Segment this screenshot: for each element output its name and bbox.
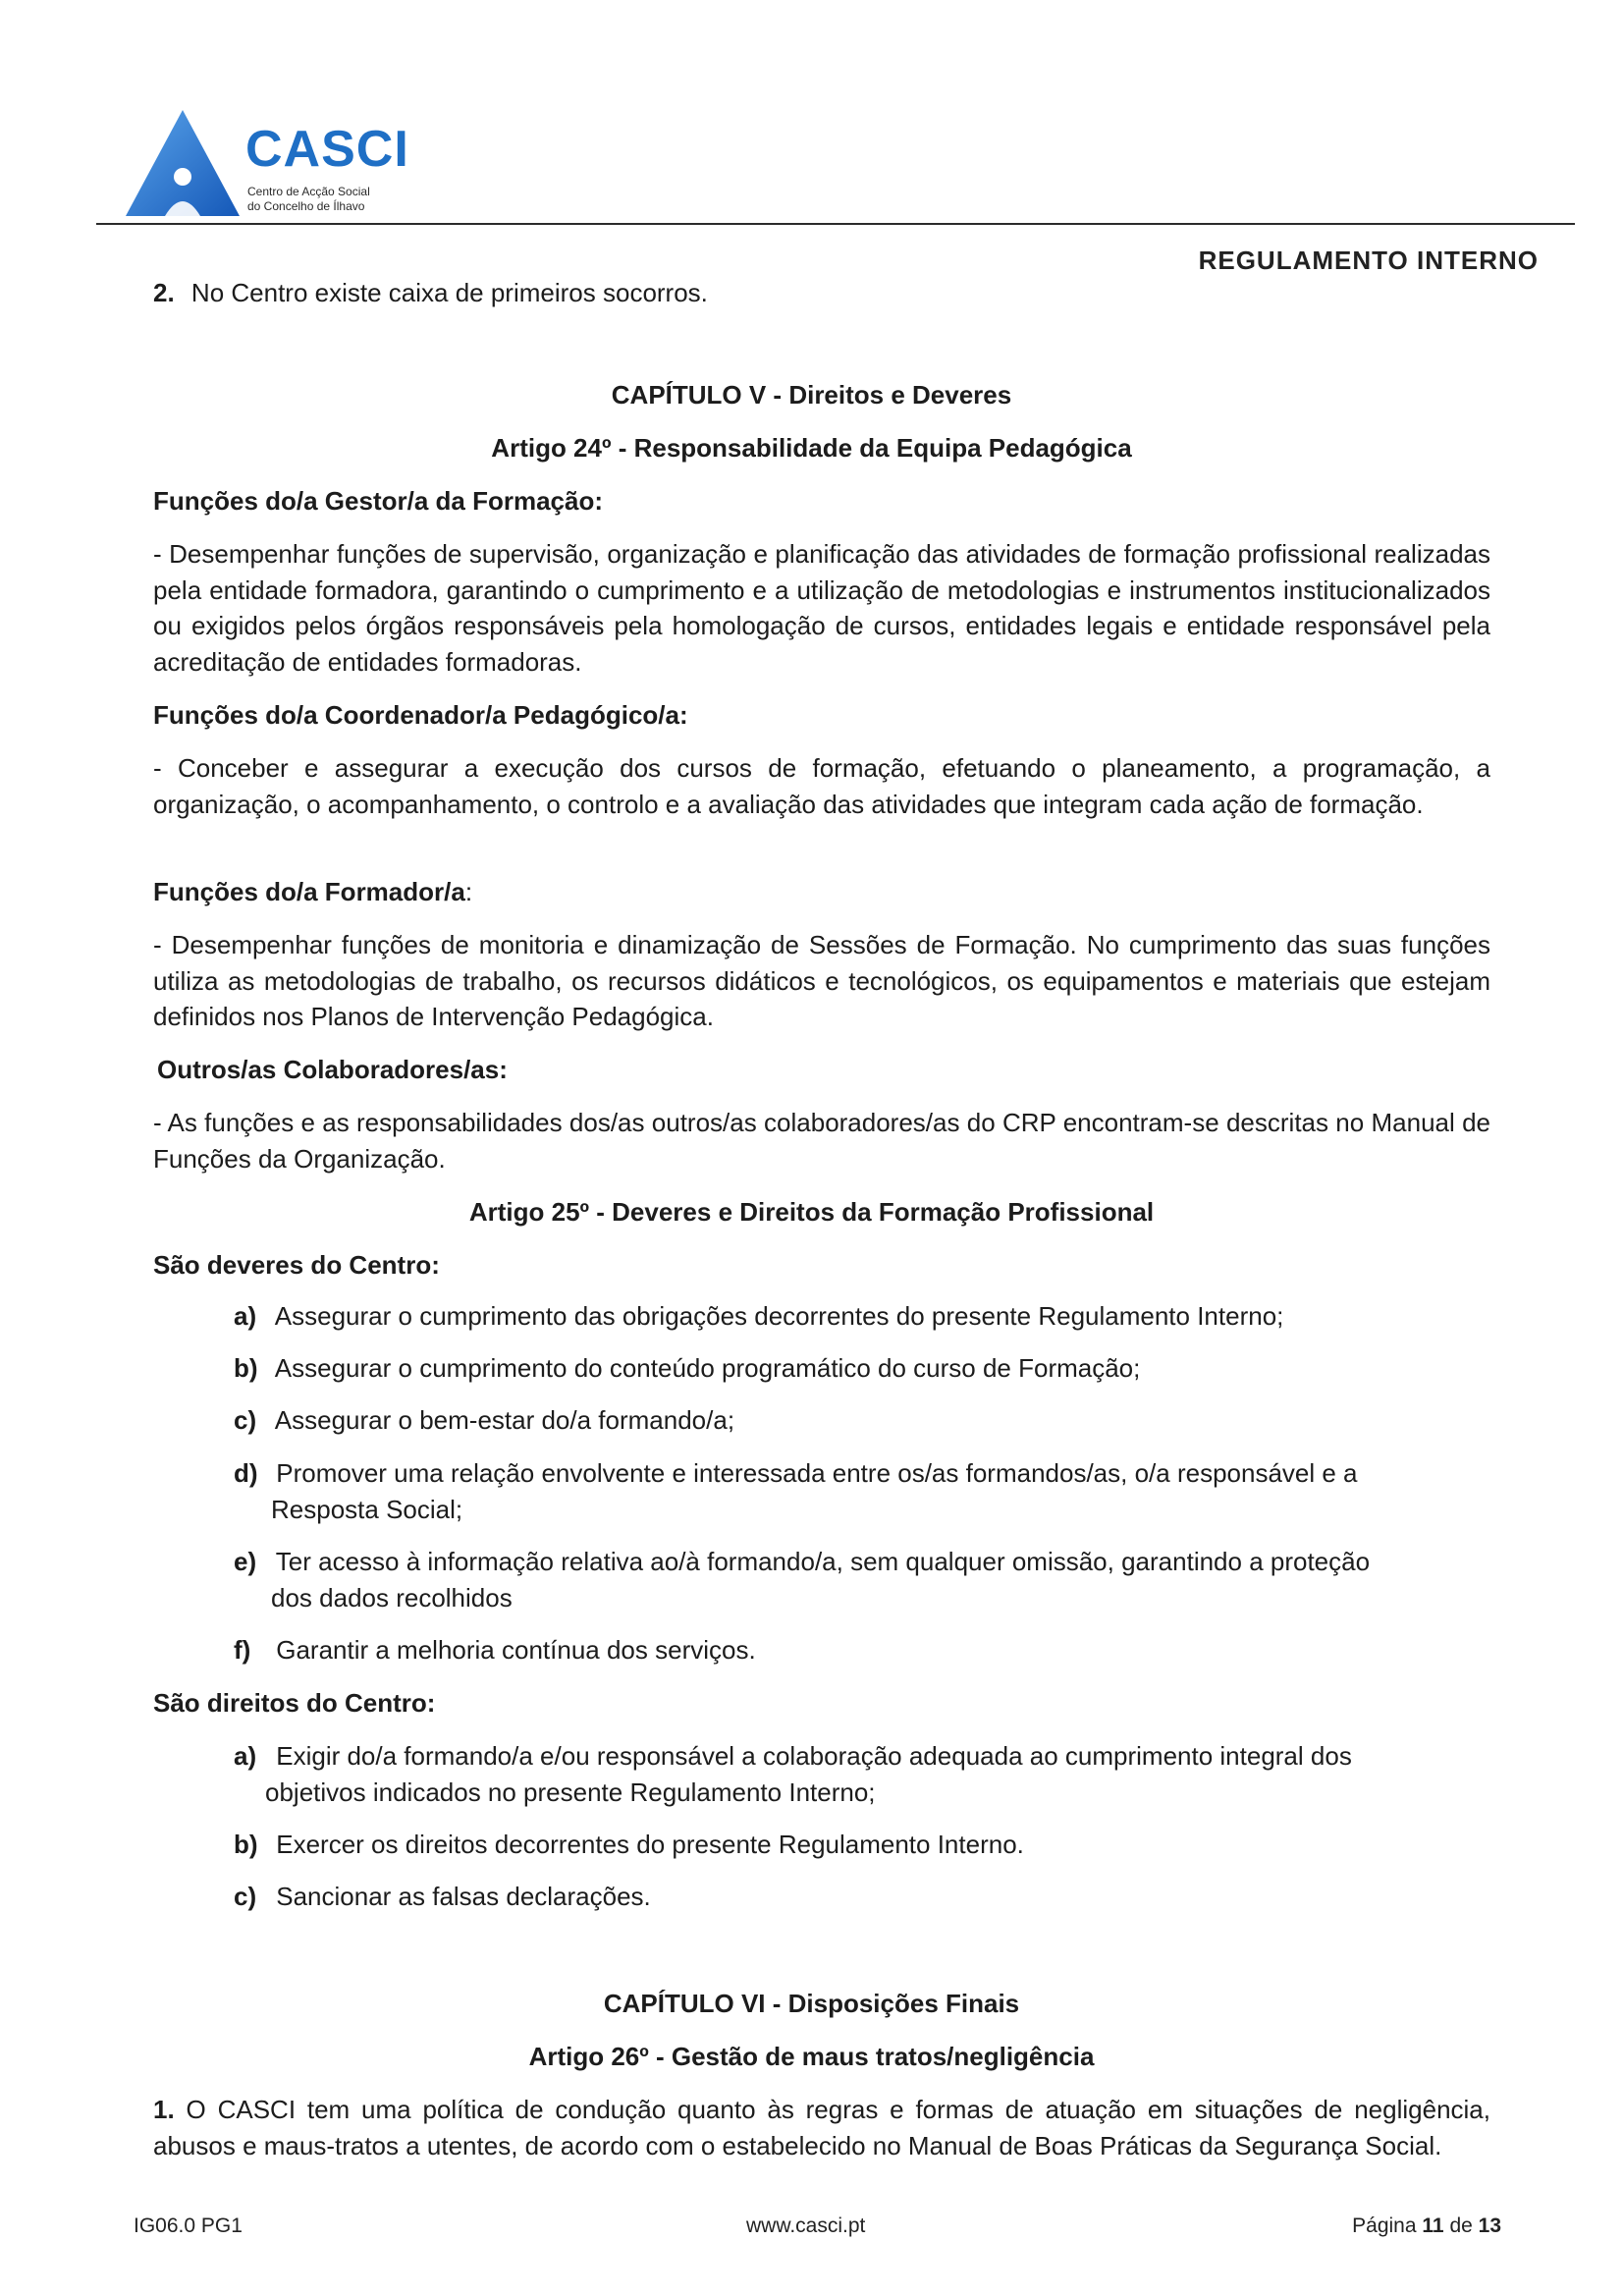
list-item-label: d) xyxy=(234,1458,258,1488)
list-item-continuation: objetivos indicados no presente Regulamento Interno; xyxy=(265,1777,876,1807)
paragraph: - Desempenhar funções de monitoria e dinamização de Sessões de Formação. No cumprimento das suas funções utiliza as metodologias de trabalho, os recursos didáticos e tecnológicos, os equipamentos e materiais que estejam definidos nos Planos de Intervenção Pedagógica. xyxy=(153,930,1490,1031)
page-prefix: Página xyxy=(1352,2214,1417,2237)
list-item-text: Assegurar o bem-estar do/a formando/a; xyxy=(274,1405,735,1435)
list-item-text: Exercer os direitos decorrentes do presente Regulamento Interno. xyxy=(276,1830,1024,1859)
page-total: 13 xyxy=(1478,2214,1501,2237)
paragraph: - Desempenhar funções de supervisão, organização e planificação das atividades de formação profissional realizadas pela entidade formadora, garantindo o cumprimento e a utilização de metodologias e instrumentos institucionalizados ou exigidos pelos órgãos responsáveis pela homologação de cursos, entidades legais e entidade responsável pela acreditação de entidades formadoras. xyxy=(153,539,1490,677)
footer-page-number xyxy=(1352,2214,1501,2238)
paragraph xyxy=(153,2092,1490,2163)
page-separator: de xyxy=(1449,2214,1473,2237)
document-type: REGULAMENTO INTERNO xyxy=(1198,246,1539,275)
list-item xyxy=(234,1402,1490,1439)
list-item-text: Assegurar o cumprimento das obrigações decorrentes do presente Regulamento Interno; xyxy=(274,1301,1284,1331)
section-heading: São direitos do Centro: xyxy=(153,1688,436,1718)
paragraph-text: O CASCI tem uma política de condução quanto às regras e formas de atuação em situações de negligência, abusos e maus-tratos a utentes, de acordo com o estabelecido no Manual de Boas Práticas da Segurança Social. xyxy=(153,2095,1490,2160)
page-current: 11 xyxy=(1422,2214,1444,2237)
paragraph: - As funções e as responsabilidades dos/as outros/as colaboradores/as do CRP encontram-se descritas no Manual de Funções da Organização. xyxy=(153,1108,1490,1174)
list-item-label: b) xyxy=(234,1353,258,1383)
item-number: 2. xyxy=(153,278,175,307)
intro-item xyxy=(153,275,708,310)
list-item-continuation: dos dados recolhidos xyxy=(271,1582,513,1613)
paragraph: - Conceber e assegurar a execução dos cursos de formação, efetuando o planeamento, a programação, a organização, o acompanhamento, o controlo e a avaliação das atividades que integram cada ação de formação. xyxy=(153,753,1490,819)
list-item-label: c) xyxy=(234,1882,257,1911)
logo xyxy=(126,106,420,222)
list-item xyxy=(234,1827,1490,1863)
logo-name: CASCI xyxy=(245,121,409,178)
article-title: Artigo 25º - Deveres e Direitos da Formação Profissional xyxy=(468,1197,1155,1227)
list-item-label: c) xyxy=(234,1405,257,1435)
section-heading: São deveres do Centro: xyxy=(153,1250,440,1280)
item-text: No Centro existe caixa de primeiros socorros. xyxy=(190,278,708,307)
list-item-label: f) xyxy=(234,1635,251,1665)
section-heading-colon: : xyxy=(464,877,473,906)
footer-code: IG06.0 PG1 xyxy=(134,2214,243,2237)
header-divider xyxy=(96,223,1575,225)
list-item-label: a) xyxy=(234,1301,257,1331)
section-heading: Funções do/a Gestor/a da Formação: xyxy=(153,486,603,516)
list-item-text: Promover uma relação envolvente e interessada entre os/as formandos/as, o/a responsável e a xyxy=(276,1458,1358,1488)
logo-subtitle: Centro de Acção Social xyxy=(247,185,370,198)
list-item-text: Ter acesso à informação relativa ao/à formando/a, sem qualquer omissão, garantindo a proteção xyxy=(275,1547,1371,1576)
list-item xyxy=(234,1544,1490,1615)
chapter-title: CAPÍTULO VI - Disposições Finais xyxy=(603,1989,1020,2018)
list-item xyxy=(234,1632,1490,1668)
list-item xyxy=(234,1298,1490,1335)
article-title: Artigo 26º - Gestão de maus tratos/negligência xyxy=(528,2042,1095,2071)
paragraph-number: 1. xyxy=(153,2095,175,2124)
list-item-continuation: Resposta Social; xyxy=(271,1494,463,1524)
logo-triangle-icon xyxy=(126,106,242,222)
list-item-label: e) xyxy=(234,1547,257,1576)
list-item-label: b) xyxy=(234,1830,258,1859)
article-title: Artigo 24º - Responsabilidade da Equipa Pedagógica xyxy=(491,433,1132,463)
list-item-text: Assegurar o cumprimento do conteúdo programático do curso de Formação; xyxy=(274,1353,1141,1383)
logo-subtitle: do Concelho de Ílhavo xyxy=(247,199,365,213)
chapter-title: CAPÍTULO V - Direitos e Deveres xyxy=(611,380,1012,410)
list-item xyxy=(234,1455,1490,1527)
section-heading: Outros/as Colaboradores/as: xyxy=(157,1055,508,1084)
section-heading-text: Funções do/a Formador/a xyxy=(153,877,465,906)
section-heading: Funções do/a Coordenador/a Pedagógico/a: xyxy=(153,700,688,730)
list-item xyxy=(234,1738,1490,1810)
list-item-text: Sancionar as falsas declarações. xyxy=(276,1882,651,1911)
list-item xyxy=(234,1879,1490,1915)
list-item xyxy=(234,1350,1490,1387)
list-item-label: a) xyxy=(234,1741,257,1771)
footer-website: www.casci.pt xyxy=(746,2214,866,2237)
section-heading xyxy=(153,874,472,909)
list-item-text: Exigir do/a formando/a e/ou responsável a colaboração adequada ao cumprimento integral dos xyxy=(276,1741,1352,1771)
list-item-text: Garantir a melhoria contínua dos serviços. xyxy=(276,1635,756,1665)
